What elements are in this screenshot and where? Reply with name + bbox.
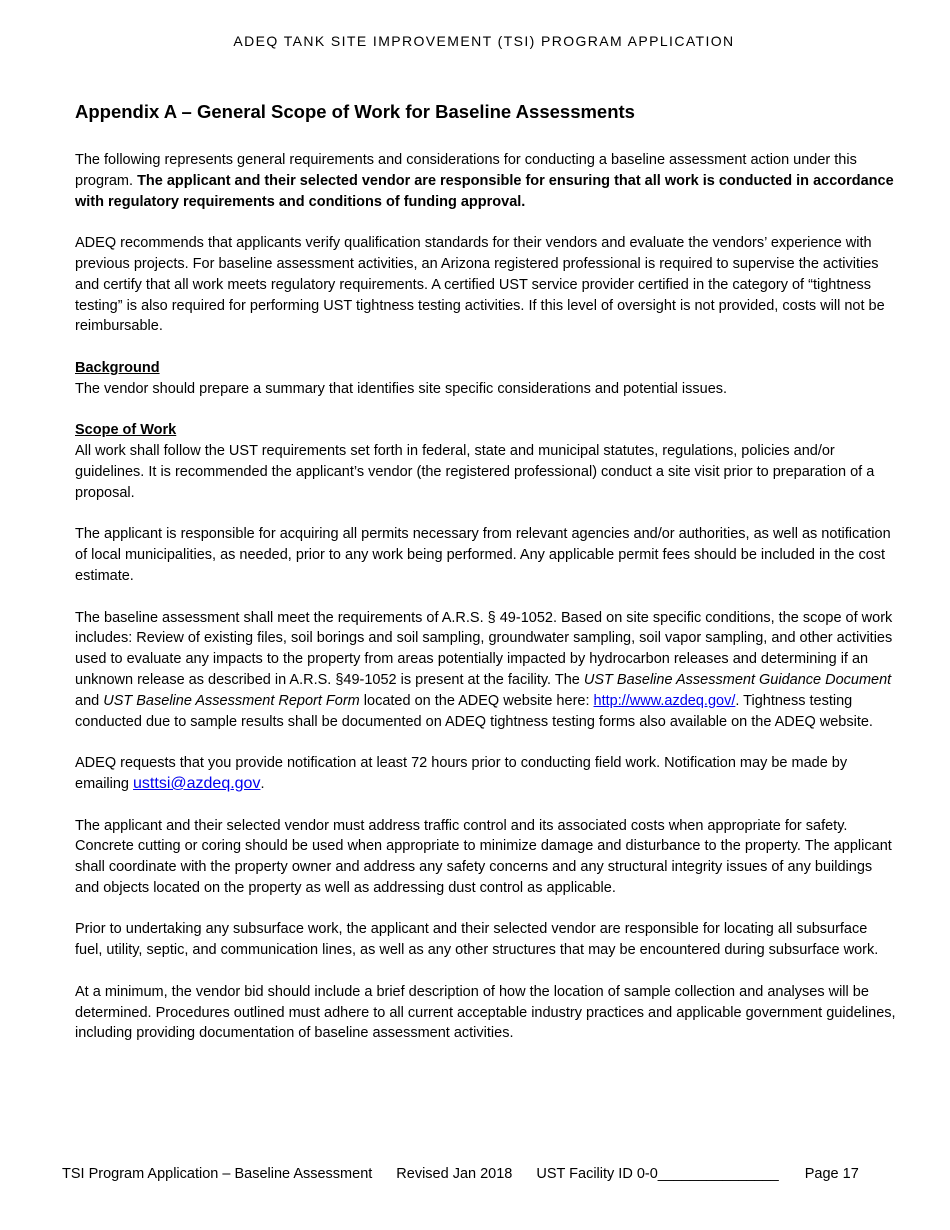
background-title: Background: [75, 359, 160, 376]
footer-page-number: Page 17: [804, 1166, 859, 1182]
scope-section: [75, 420, 897, 503]
page-header: ADEQ TANK SITE IMPROVEMENT (TSI) PROGRAM APPLICATION: [233, 33, 735, 49]
footer-facility-id: UST Facility ID 0-0_______________: [536, 1166, 779, 1182]
baseline-paragraph: [75, 608, 897, 733]
appendix-heading: Appendix A – General Scope of Work for Baseline Assessments: [75, 101, 635, 122]
minimum-paragraph: At a minimum, the vendor bid should include a brief description of how the location of sample collection and analyses will be determined. Procedures outlined must adhere to all current acceptable industry practices and applicable government guidelines, including providing documentation of baseline assessment activities.: [75, 983, 896, 1042]
document-body: [75, 100, 897, 1065]
page-footer: [62, 1166, 882, 1182]
intro-paragraph: [75, 150, 897, 212]
background-text: The vendor should prepare a summary that identifies site specific considerations and potential issues.: [75, 380, 728, 397]
notification-text: ADEQ requests that you provide notification at least 72 hours prior to conducting field work. Notification may be made by emailing: [75, 755, 848, 792]
scope-title: Scope of Work: [75, 422, 177, 439]
email-link[interactable]: usttsi@azdeq.gov: [133, 774, 261, 792]
baseline-text-1: The baseline assessment shall meet the requirements of A.R.S. § 49-1052. Based on site specific conditions, the scope of work includes: Review of existing files, soil borings and soil sampling, groundwater sampling, soil vapor sampling, and other activities used to evaluate any impacts to the property from areas potentially impacted by hydrocarbon releases and determining if an unknown release as described in A.R.S. §49-1052 is present at the facility. The: [75, 609, 893, 688]
intro-bold-text: The applicant and their selected vendor are responsible for ensuring that all work is conducted in accordance with regulatory requirements and conditions of funding approval.: [75, 172, 894, 210]
subsurface-paragraph: Prior to undertaking any subsurface work, the applicant and their selected vendor are responsible for locating all subsurface fuel, utility, septic, and communication lines, as well as any other structures that may be encountered during subsurface work.: [75, 921, 879, 959]
baseline-text-3: located on the ADEQ website here:: [359, 692, 594, 709]
adeq-website-link[interactable]: http://www.azdeq.gov/: [593, 692, 736, 709]
notification-end: .: [260, 775, 265, 792]
baseline-text-2: and: [75, 692, 104, 709]
footer-revised: Revised Jan 2018: [396, 1166, 513, 1182]
scope-text: All work shall follow the UST requirements set forth in federal, state and municipal statutes, regulations, policies and/or guidelines. It is recommended the applicant’s vendor (the registered professional) conduct a site visit prior to preparation of a proposal.: [75, 443, 875, 501]
notification-paragraph: [75, 753, 897, 795]
report-form-title: UST Baseline Assessment Report Form: [103, 692, 360, 709]
footer-doc-title: TSI Program Application – Baseline Assessment: [62, 1166, 373, 1182]
baseline-text-4: . Tightness testing conducted due to sample results shall be documented on ADEQ tightness testing forms also available on the ADEQ website.: [75, 692, 873, 730]
qualifications-paragraph: ADEQ recommends that applicants verify qualification standards for their vendors and evaluate the vendors’ experience with previous projects. For baseline assessment activities, an Arizona registered professional is required to supervise the activities and certify that all work meets regulatory requirements. A certified UST service provider certified in the category of “tightness testing” is also required for performing UST tightness testing activities. If this level of oversight is not provided, costs will not be reimbursable.: [75, 235, 885, 335]
permits-paragraph: The applicant is responsible for acquiring all permits necessary from relevant agencies and/or authorities, as well as notification of local municipalities, as needed, prior to any work being performed. Any applicable permit fees should be included in the cost estimate.: [75, 526, 891, 584]
guidance-document-title: UST Baseline Assessment Guidance Document: [583, 671, 892, 688]
intro-text: The following represents general requirements and considerations for conducting a baseline assessment action under this program.: [75, 152, 857, 189]
traffic-paragraph: The applicant and their selected vendor must address traffic control and its associated costs when appropriate for safety. Concrete cutting or coring should be used when appropriate to minimize damage and disturbance to the property. The applicant shall coordinate with the property owner and address any safety concerns and any structural integrity issues of any buildings and objects located on the property as well as addressing dust control as applicable.: [75, 817, 892, 896]
background-section: [75, 358, 897, 400]
